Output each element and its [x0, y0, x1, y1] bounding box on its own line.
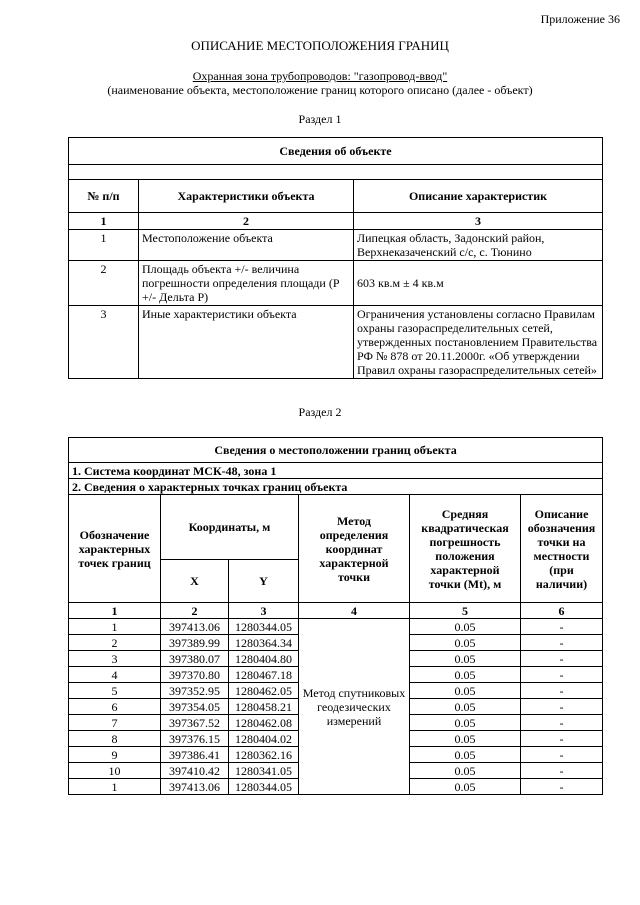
- col-number-3: 3: [354, 213, 603, 230]
- section2-label: Раздел 2: [298, 405, 342, 419]
- point-y: 1280341.05: [229, 763, 299, 779]
- col-number-2: 2: [139, 213, 354, 230]
- point-y: 1280362.16: [229, 747, 299, 763]
- appendix-label: Приложение 36: [540, 12, 620, 26]
- header-coordinates: Координаты, м: [161, 495, 299, 560]
- point-error: 0.05: [410, 651, 521, 667]
- row-number: 2: [69, 261, 139, 306]
- point-y: 1280404.02: [229, 731, 299, 747]
- point-x: 397380.07: [161, 651, 229, 667]
- point-error: 0.05: [410, 779, 521, 795]
- col-number-1: 1: [69, 213, 139, 230]
- point-description: -: [521, 683, 603, 699]
- row-description: 603 кв.м ± 4 кв.м: [354, 261, 603, 306]
- point-x: 397386.41: [161, 747, 229, 763]
- point-error: 0.05: [410, 667, 521, 683]
- point-id: 6: [69, 699, 161, 715]
- point-x: 397352.95: [161, 683, 229, 699]
- coordinate-system: 1. Система координат МСК-48, зона 1: [69, 463, 603, 479]
- point-y: 1280344.05: [229, 779, 299, 795]
- point-description: -: [521, 619, 603, 635]
- object-info-title: Сведения об объекте: [69, 138, 603, 165]
- row-description: Липецкая область, Задонский район, Верхнеказаченский с/с, с. Тюнино: [354, 230, 603, 261]
- point-id: 4: [69, 667, 161, 683]
- point-x: 397413.06: [161, 779, 229, 795]
- header-point: Обозначение характерных точек границ: [69, 495, 161, 603]
- point-x: 397413.06: [161, 619, 229, 635]
- point-description: -: [521, 763, 603, 779]
- point-id: 2: [69, 635, 161, 651]
- point-error: 0.05: [410, 747, 521, 763]
- point-id: 7: [69, 715, 161, 731]
- header-error: Средняя квадратическая погрешность положения характерной точки (Mt), м: [410, 495, 521, 603]
- point-x: 397389.99: [161, 635, 229, 651]
- point-description: -: [521, 667, 603, 683]
- object-caption: (наименование объекта, местоположение границ которого описано (далее - объект): [107, 83, 533, 97]
- point-y: 1280462.08: [229, 715, 299, 731]
- point-y: 1280344.05: [229, 619, 299, 635]
- section1-label: Раздел 1: [298, 112, 342, 126]
- row-number: 3: [69, 306, 139, 379]
- point-description: -: [521, 747, 603, 763]
- point-id: 10: [69, 763, 161, 779]
- col-number-1: 1: [69, 603, 161, 619]
- point-error: 0.05: [410, 619, 521, 635]
- point-description: -: [521, 731, 603, 747]
- header-point-description: Описание обозначения точки на местности (при наличии): [521, 495, 603, 603]
- point-error: 0.05: [410, 715, 521, 731]
- point-id: 1: [69, 619, 161, 635]
- object-name: Охранная зона трубопроводов: "газопровод-ввод": [192, 69, 448, 83]
- point-error: 0.05: [410, 699, 521, 715]
- point-y: 1280404.80: [229, 651, 299, 667]
- table-row: [69, 230, 603, 261]
- point-x: 397367.52: [161, 715, 229, 731]
- point-description: -: [521, 651, 603, 667]
- header-number: № п/п: [69, 180, 139, 213]
- point-x: 397370.80: [161, 667, 229, 683]
- table-row: [69, 619, 603, 635]
- points-title: 2. Сведения о характерных точках границ объекта: [69, 479, 603, 495]
- object-info-table: [68, 137, 603, 379]
- row-description: Ограничения установлены согласно Правилам охраны газораспределительных сетей, утвержденных постановлением Правительства РФ № 878 от 20.11.2000г. «Об утверждении Правил охраны газораспределительных сетей»: [354, 306, 603, 379]
- spacer-row: [69, 165, 603, 180]
- point-description: -: [521, 779, 603, 795]
- header-y: Y: [229, 560, 299, 603]
- row-characteristic: Иные характеристики объекта: [139, 306, 354, 379]
- point-y: 1280458.21: [229, 699, 299, 715]
- point-description: -: [521, 715, 603, 731]
- point-description: -: [521, 635, 603, 651]
- method-cell: Метод спутниковых геодезических измерений: [299, 619, 410, 795]
- boundary-points-table: [68, 437, 603, 795]
- point-description: -: [521, 699, 603, 715]
- col-number-5: 5: [410, 603, 521, 619]
- header-method: Метод определения координат характерной точки: [299, 495, 410, 603]
- point-id: 1: [69, 779, 161, 795]
- header-description: Описание характеристик: [354, 180, 603, 213]
- point-error: 0.05: [410, 731, 521, 747]
- col-number-4: 4: [299, 603, 410, 619]
- point-error: 0.05: [410, 635, 521, 651]
- col-number-6: 6: [521, 603, 603, 619]
- point-y: 1280364.34: [229, 635, 299, 651]
- point-id: 3: [69, 651, 161, 667]
- row-characteristic: Площадь объекта +/- величина погрешности определения площади (P +/- Дельта P): [139, 261, 354, 306]
- row-number: 1: [69, 230, 139, 261]
- point-x: 397376.15: [161, 731, 229, 747]
- point-id: 8: [69, 731, 161, 747]
- point-x: 397354.05: [161, 699, 229, 715]
- row-characteristic: Местоположение объекта: [139, 230, 354, 261]
- point-id: 5: [69, 683, 161, 699]
- point-y: 1280467.18: [229, 667, 299, 683]
- point-error: 0.05: [410, 763, 521, 779]
- point-y: 1280462.05: [229, 683, 299, 699]
- document-title: ОПИСАНИЕ МЕСТОПОЛОЖЕНИЯ ГРАНИЦ: [191, 38, 449, 53]
- header-x: X: [161, 560, 229, 603]
- table-row: [69, 261, 603, 306]
- boundary-title: Сведения о местоположении границ объекта: [69, 438, 603, 463]
- header-characteristic: Характеристики объекта: [139, 180, 354, 213]
- point-id: 9: [69, 747, 161, 763]
- col-number-2: 2: [161, 603, 229, 619]
- col-number-3: 3: [229, 603, 299, 619]
- point-x: 397410.42: [161, 763, 229, 779]
- point-error: 0.05: [410, 683, 521, 699]
- table-row: [69, 306, 603, 379]
